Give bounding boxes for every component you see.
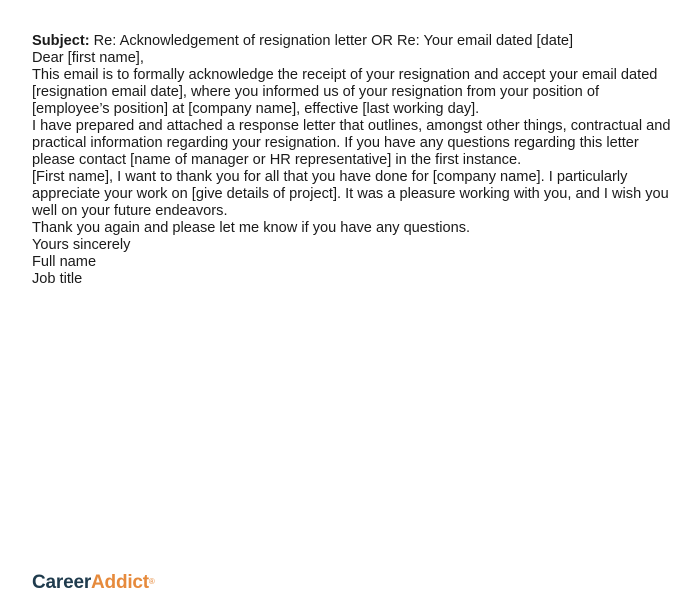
- subject-line: [32, 33, 672, 50]
- paragraph-attached-letter: I have prepared and attached a response letter that outlines, amongst other things, contractual and practical information regarding your resignation. If you have any questions regarding this letter please contact [name of manager or HR representative] in the first instance.: [32, 118, 671, 168]
- subject-label: Subject:: [32, 33, 90, 49]
- subject-text: Re: Acknowledgement of resignation letter OR Re: Your email dated [date]: [89, 33, 574, 49]
- signature-full-name: Full name: [32, 254, 97, 270]
- logo-career-text: Career: [32, 572, 92, 593]
- registered-mark: ®: [148, 577, 155, 586]
- careeraddict-logo: [32, 572, 155, 594]
- logo-addict-text: Addict: [91, 572, 149, 593]
- letter-body: [32, 33, 672, 288]
- signature-job-title: Job title: [32, 271, 83, 287]
- paragraph-thanks: [First name], I want to thank you for all that you have done for [company name]. I particularly appreciate your work on [give details of project]. It was a pleasure working with you, and I wish you well on your future endeavors.: [32, 169, 669, 219]
- paragraph-acknowledgement: This email is to formally acknowledge the receipt of your resignation and accept your email dated [resignation email date], where you informed us of your resignation from your position of [employee’s position] at [company name], effective [last working day].: [32, 67, 658, 117]
- signoff: Yours sincerely: [32, 237, 131, 253]
- paragraph-closing: Thank you again and please let me know if you have any questions.: [32, 220, 471, 236]
- greeting: Dear [first name],: [32, 50, 144, 66]
